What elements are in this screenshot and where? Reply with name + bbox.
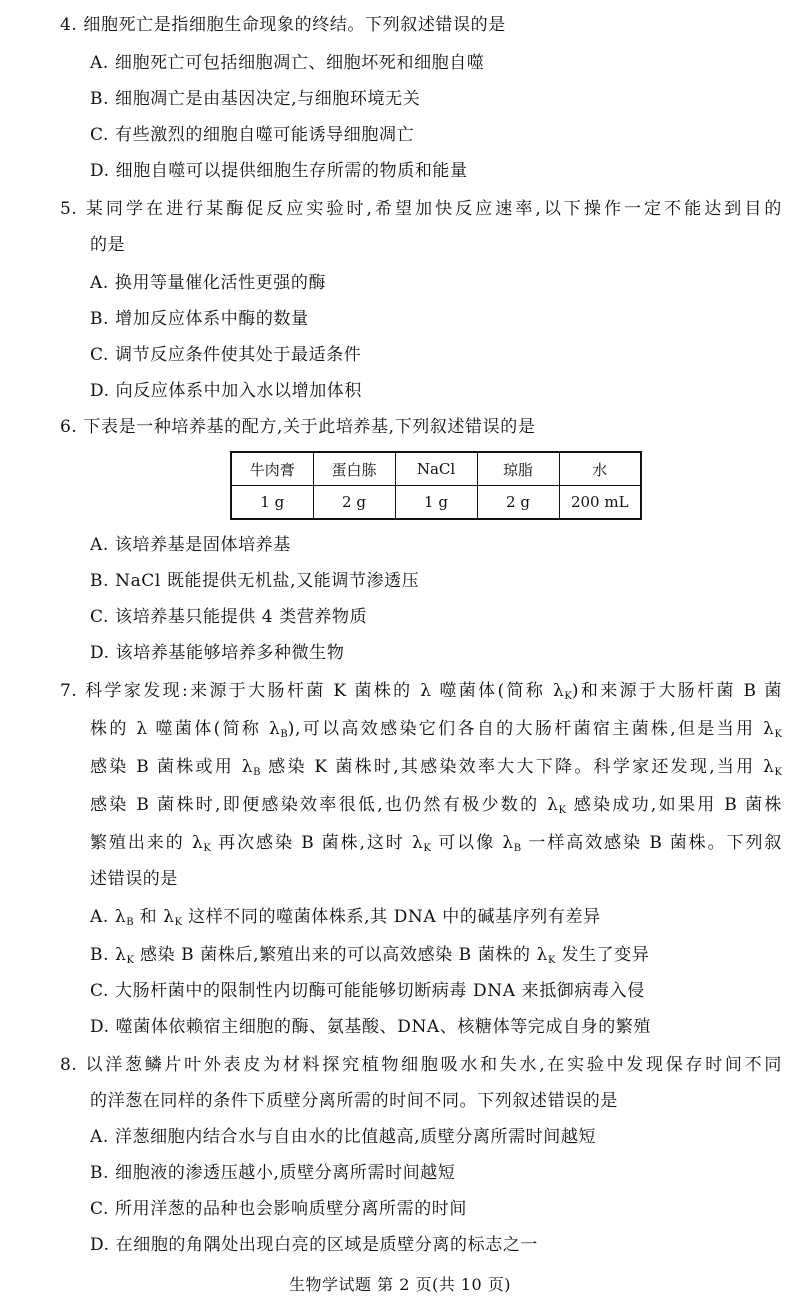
q5-option-c: C. 调节反应条件使其处于最适条件 bbox=[90, 345, 362, 365]
q4-option-a: A. 细胞死亡可包括细胞凋亡、细胞坏死和细胞自噬 bbox=[90, 53, 485, 73]
q4-option-d: D. 细胞自噬可以提供细胞生存所需的物质和能量 bbox=[90, 161, 468, 181]
q6-option-b: B. NaCl 既能提供无机盐,又能调节渗透压 bbox=[90, 571, 420, 591]
table-header-cell: NaCl bbox=[395, 452, 477, 486]
table-cell: 1 g bbox=[395, 486, 477, 520]
q7-stem-line3: 感染 B 菌株或用 $\lambda_B$ 感染 K 菌株时,其感染效率大大下降。科学家还发现,当用 $\lambda_K$ bbox=[90, 757, 782, 778]
q6-option-d: D. 该培养基能够培养多种微生物 bbox=[90, 643, 345, 663]
q8-stem-line1: 8. 以洋葱鳞片叶外表皮为材料探究植物细胞吸水和失水,在实验中发现保存时间不同 bbox=[60, 1055, 782, 1075]
table-header-cell: 水 bbox=[559, 452, 641, 486]
table-cell: 1 g bbox=[231, 486, 313, 520]
q5-stem-line2: 的是 bbox=[90, 235, 126, 255]
table-row bbox=[231, 486, 641, 520]
q8-option-d: D. 在细胞的角隅处出现白亮的区域是质壁分离的标志之一 bbox=[90, 1235, 539, 1255]
table-cell: 2 g bbox=[477, 486, 559, 520]
table-cell: 2 g bbox=[313, 486, 395, 520]
q5-option-d: D. 向反应体系中加入水以增加体积 bbox=[90, 381, 363, 401]
table-header-cell: 蛋白胨 bbox=[313, 452, 395, 486]
q8-option-c: C. 所用洋葱的品种也会影响质壁分离所需的时间 bbox=[90, 1199, 468, 1219]
q7-option-d: D. 噬菌体依赖宿主细胞的酶、氨基酸、DNA、核糖体等完成自身的繁殖 bbox=[90, 1017, 652, 1037]
q8-option-a: A. 洋葱细胞内结合水与自由水的比值越高,质壁分离所需时间越短 bbox=[90, 1127, 597, 1147]
q4-option-c: C. 有些激烈的细胞自噬可能诱导细胞凋亡 bbox=[90, 125, 415, 145]
table-cell: 200 mL bbox=[559, 486, 641, 520]
q5-option-b: B. 增加反应体系中酶的数量 bbox=[90, 309, 309, 329]
q5-stem-line1: 5. 某同学在进行某酶促反应实验时,希望加快反应速率,以下操作一定不能达到目的 bbox=[60, 199, 782, 219]
q7-option-a: A. $\lambda_B$ 和 $\lambda_K$ 这样不同的噬菌体株系,其 DNA 中的碱基序列有差异 bbox=[90, 907, 601, 928]
page-footer: 生物学试题 第 2 页(共 10 页) bbox=[289, 1275, 511, 1294]
medium-recipe-table bbox=[230, 451, 642, 520]
q7-option-c: C. 大肠杆菌中的限制性内切酶可能能够切断病毒 DNA 来抵御病毒入侵 bbox=[90, 981, 645, 1001]
table-header-row bbox=[231, 452, 641, 486]
q6-option-c: C. 该培养基只能提供 4 类营养物质 bbox=[90, 607, 368, 627]
q8-stem-line2: 的洋葱在同样的条件下质壁分离所需的时间不同。下列叙述错误的是 bbox=[90, 1091, 618, 1111]
q7-stem-line5: 繁殖出来的 $\lambda_K$ 再次感染 B 菌株,这时 $\lambda_K$ 可以像 $\lambda_B$ 一样高效感染 B 菌株。下列叙 bbox=[90, 833, 782, 854]
q7-option-b: B. $\lambda_K$ 感染 B 菌株后,繁殖出来的可以高效感染 B 菌株的 $\lambda_K$ 发生了变异 bbox=[90, 945, 650, 966]
q6-option-a: A. 该培养基是固体培养基 bbox=[90, 535, 291, 555]
q5-option-a: A. 换用等量催化活性更强的酶 bbox=[90, 273, 327, 293]
q4-stem: 4. 细胞死亡是指细胞生命现象的终结。下列叙述错误的是 bbox=[60, 15, 506, 35]
q7-stem-line2: 株的 λ 噬菌体(简称 $\lambda_B$),可以高效感染它们各自的大肠杆菌宿主菌株,但是当用 $\lambda_K$ bbox=[90, 719, 782, 740]
q7-stem-line6: 述错误的是 bbox=[90, 869, 178, 889]
q4-option-b: B. 细胞凋亡是由基因决定,与细胞环境无关 bbox=[90, 89, 421, 109]
q7-stem-line4: 感染 B 菌株时,即便感染效率很低,也仍然有极少数的 $\lambda_K$ 感染成功,如果用 B 菌株 bbox=[90, 795, 782, 816]
table-header-cell: 琼脂 bbox=[477, 452, 559, 486]
q8-option-b: B. 细胞液的渗透压越小,质壁分离所需时间越短 bbox=[90, 1163, 456, 1183]
q6-stem: 6. 下表是一种培养基的配方,关于此培养基,下列叙述错误的是 bbox=[60, 417, 536, 437]
table-header-cell: 牛肉膏 bbox=[231, 452, 313, 486]
q7-stem-line1: 7. 科学家发现:来源于大肠杆菌 K 菌株的 λ 噬菌体(简称 $\lambda_K$)和来源于大肠杆菌 B 菌 bbox=[60, 681, 782, 702]
